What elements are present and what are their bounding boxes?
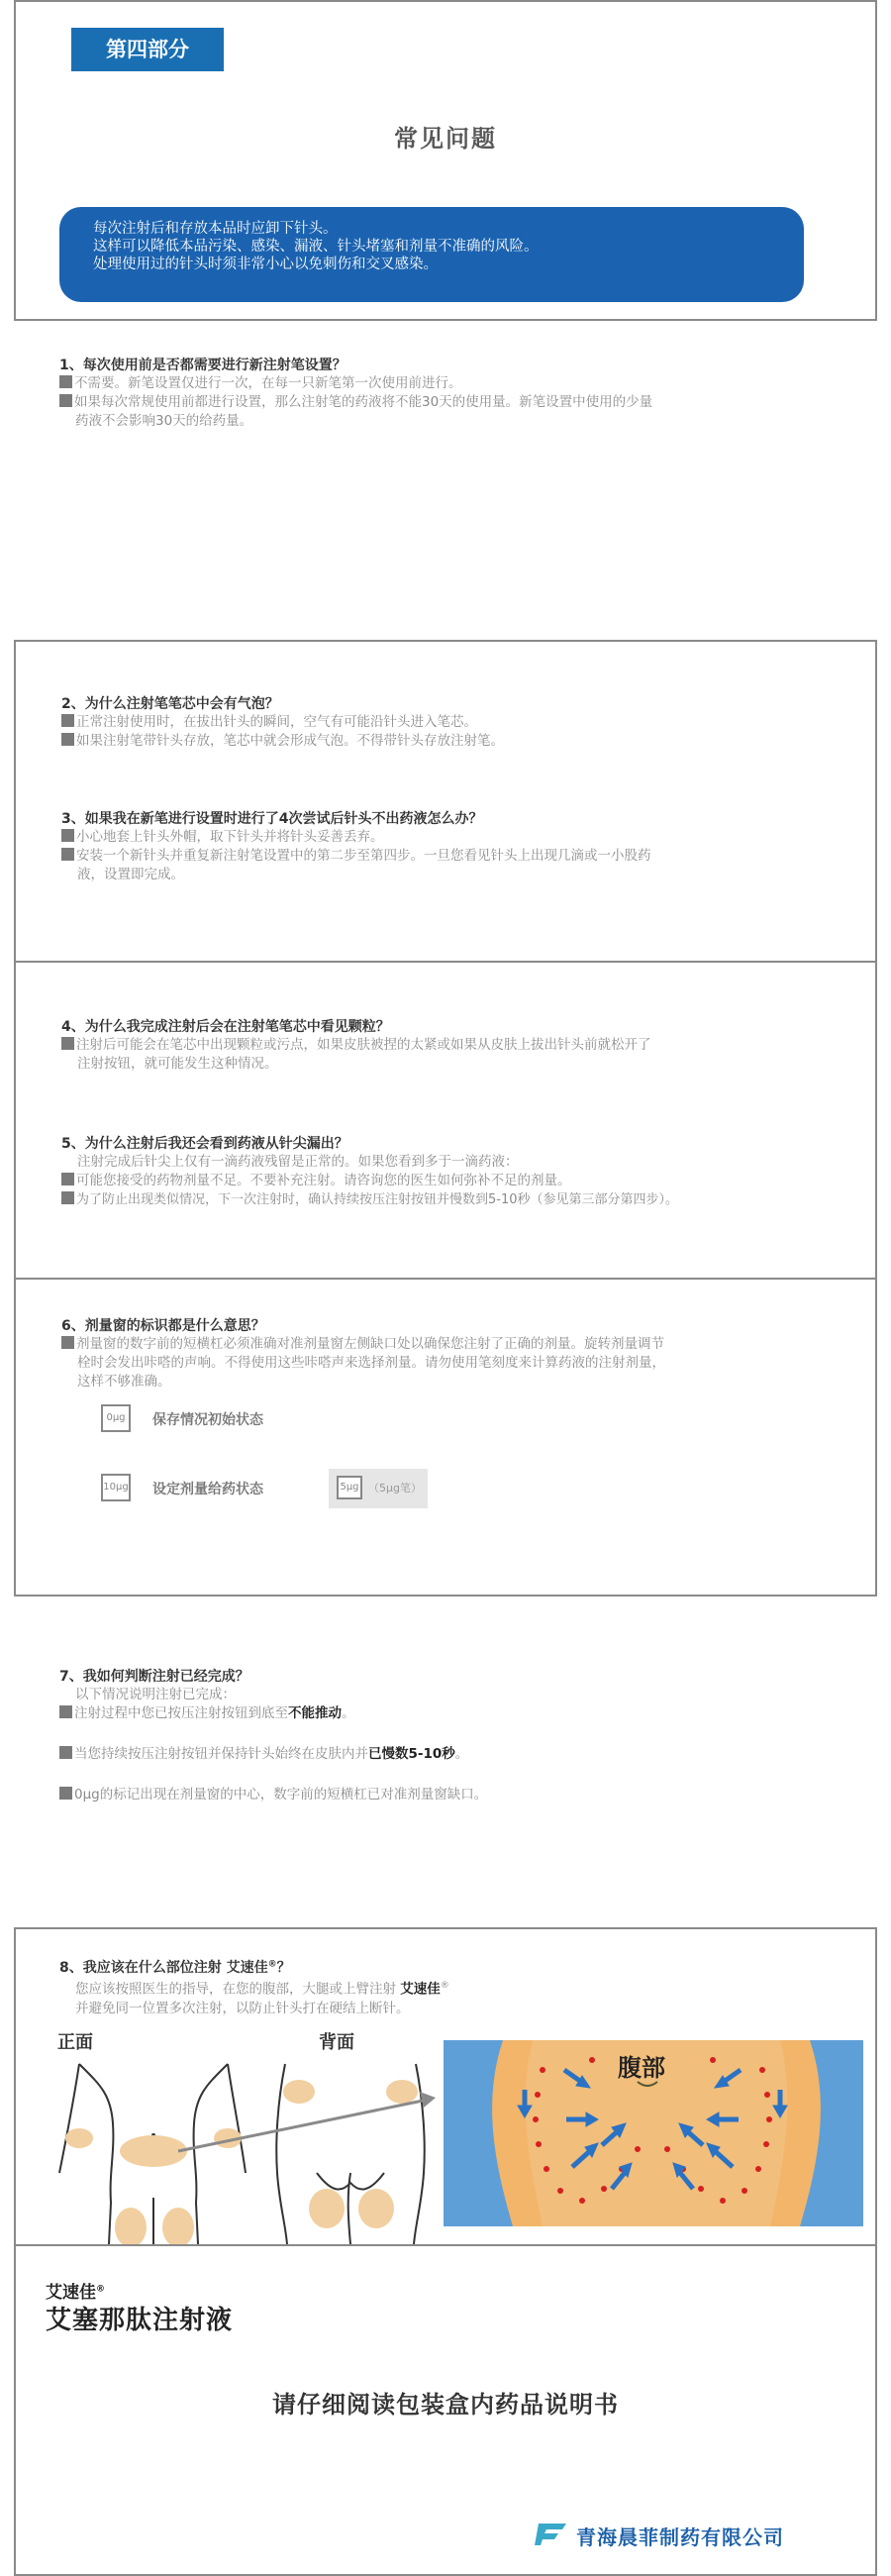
faq7-emphasis: 已慢数5-10秒: [368, 1746, 455, 1762]
faq5-question: 5、为什么注射后我还会看到药液从针尖漏出？: [61, 1136, 348, 1152]
faq8-question-text: ？: [276, 1960, 291, 1976]
faq1-answer-line: 不需要。新笔设置仅进行一次，在每一只新笔第一次使用前进行。: [74, 375, 462, 391]
faq5-answer: [61, 1153, 869, 1209]
dose-state-label: 设定剂量给药状态: [152, 1482, 263, 1497]
faq-panel-2-3: [14, 640, 877, 963]
abdomen-label: 腹部: [618, 2054, 665, 2082]
dose-window-zero: 0μg: [101, 1404, 131, 1432]
dose-window-5: 5μg: [337, 1476, 362, 1499]
faq4-question: 4、为什么我完成注射后会在注射笔笔芯中看见颗粒？: [61, 1019, 390, 1035]
abdomen-illustration: [444, 2040, 863, 2226]
faq3-answer: [61, 828, 836, 884]
faq2-answer-line: 如果注射笔带针头存放，笔芯中就会形成气泡。不得带针头存放注射笔。: [76, 733, 504, 749]
faq2-answer-line: 正常注射使用时，在拔出针头的瞬间，空气有可能沿针头进入笔芯。: [76, 714, 477, 730]
company-name: 青海晨菲制药有限公司: [576, 2525, 784, 2549]
faq8-answer: 您应该按照医生的指导，在您的腹部，大腿或上臂注射 艾速佳® 并避免同一位置多次注射，以防止针头打在硬结上断针。: [75, 1981, 449, 2016]
faq6-answer-line: 栓时会发出咔嗒的声响。不得使用这些咔嗒声来选择剂量。请勿使用笔刻度来计算药液的注射剂量，: [77, 1355, 665, 1371]
read-instructions-note: 请仔细阅读包装盒内药品说明书: [272, 2391, 619, 2419]
section-tag: 第四部分: [71, 28, 224, 71]
faq2-answer: [61, 713, 836, 751]
faq8-brand: 艾速佳: [400, 1981, 441, 1998]
brand-name-small-text: 艾速佳: [46, 2283, 96, 2303]
notice-line: 这样可以降低本品污染、感染、漏液、针头堵塞和剂量不准确的风险。: [93, 239, 539, 255]
section-header-panel: [14, 0, 877, 321]
faq5-answer-line: 为了防止出现类似情况，下一次注射时，确认持续按压注射按钮并慢数到5-10秒（参见第三部分第四步）。: [76, 1192, 679, 1207]
faq7-answer-line: 注射过程中您已按压注射按钮到底至: [74, 1705, 288, 1721]
faq5-answer-line: 注射完成后针尖上仅有一滴药液残留是正常的。如果您看到多于一滴药液：: [77, 1154, 519, 1170]
notice-line: 处理使用过的针头时须非常小心以免刺伤和交叉感染。: [93, 257, 438, 272]
faq6-question: 6、剂量窗的标识都是什么意思？: [61, 1318, 265, 1334]
body-back-label: 背面: [319, 2032, 354, 2053]
notice-box: [59, 207, 804, 302]
faq7-answer-line: 。: [342, 1705, 355, 1721]
notice-line: 每次注射后和存放本品时应卸下针头。: [93, 221, 338, 237]
faq7-intro: 以下情况说明注射已完成：: [75, 1687, 236, 1702]
company-logo: [535, 2520, 570, 2547]
faq7-question: 7、我如何判断注射已经完成？: [59, 1669, 249, 1685]
dose-window-set: 10μg: [101, 1474, 131, 1501]
brand-name-small: 艾速佳®: [46, 2283, 105, 2303]
faq3-answer-line: 液，设置即完成。: [77, 867, 184, 882]
faq7-answer-line: 。: [454, 1746, 469, 1762]
faq8-brand: 艾速佳: [226, 1960, 268, 1976]
faq4-answer-line: 注射后可能会在笔芯中出现颗粒或污点，如果皮肤被捏的太紧或如果从皮肤上拔出针头前就松开了: [76, 1037, 651, 1053]
divider: [16, 2244, 875, 2246]
faq1-question: 1、每次使用前是否都需要进行新注射笔设置？: [59, 358, 346, 373]
injection-site-diagram: [40, 2024, 436, 2244]
faq6-answer-line: 剂量窗的数字前的短横杠必须准确对准剂量窗左侧缺口处以确保您注射了正确的剂量。旋转剂量调节: [76, 1336, 664, 1352]
faq1-answer: [59, 374, 851, 431]
brand-generic-name: 艾塞那肽注射液: [46, 2306, 234, 2335]
faq7-answer: [59, 1686, 851, 1804]
faq1-answer-line: 如果每次常规使用前都进行设置，那么注射笔的药液将不能30天的使用量。新笔设置中使用的少量: [74, 394, 653, 410]
faq7-emphasis: 不能推动: [288, 1705, 342, 1721]
faq1-answer-line: 药液不会影响30天的给药量。: [75, 413, 253, 429]
faq3-answer-line: 小心地套上针头外帽，取下针头并将针头妥善丢弃。: [76, 829, 384, 845]
dose-window-label: （5μg笔）: [368, 1482, 422, 1494]
faq4-answer: [61, 1036, 836, 1074]
faq-panel-4-5: [14, 961, 877, 1280]
dose-window-example: [329, 1469, 428, 1508]
faq5-answer-line: 可能您接受的药物剂量不足。不要补充注射。请咨询您的医生如何弥补不足的剂量。: [76, 1173, 571, 1188]
faq6-answer-line: 这样不够准确。: [77, 1374, 171, 1390]
faq8-question: 8、我应该在什么部位注射 艾速佳®？: [59, 1959, 291, 1976]
faq6-answer: [61, 1335, 836, 1391]
faq8-question-text: 8、我应该在什么部位注射: [59, 1960, 227, 1976]
page-title: 常见问题: [394, 125, 497, 153]
faq7-answer-line: 0μg的标记出现在剂量窗的中心，数字前的短横杠已对准剂量窗缺口。: [74, 1787, 488, 1803]
faq-panel-6: [14, 1278, 877, 1597]
dose-state-label: 保存情况初始状态: [152, 1412, 263, 1428]
faq3-question: 3、如果我在新笔进行设置时进行了4次尝试后针头不出药液怎么办？: [61, 811, 483, 827]
faq7-answer-line: 当您持续按压注射按钮并保持针头始终在皮肤内并: [74, 1746, 368, 1762]
faq8-answer-line: 并避免同一位置多次注射，以防止针头打在硬结上断针。: [75, 2000, 410, 2016]
body-front-label: 正面: [57, 2032, 93, 2053]
faq3-answer-line: 安装一个新针头并重复新注射笔设置中的第二步至第四步。一旦您看见针头上出现几滴或一小股药: [76, 848, 651, 864]
faq8-answer-line: 您应该按照医生的指导，在您的腹部，大腿或上臂注射: [75, 1981, 401, 1998]
faq4-answer-line: 注射按钮，就可能发生这种情况。: [77, 1056, 278, 1072]
faq2-question: 2、为什么注射笔笔芯中会有气泡？: [61, 696, 279, 712]
